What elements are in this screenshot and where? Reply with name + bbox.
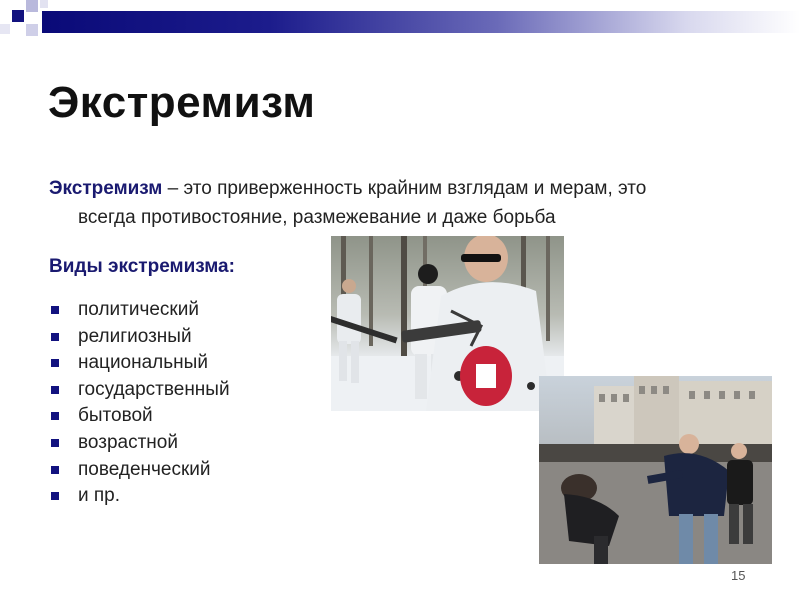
bullet-square-icon xyxy=(51,386,59,394)
list-item-label: и пр. xyxy=(78,485,121,507)
bullet-square-icon xyxy=(51,492,59,500)
types-heading: Виды экстремизма: xyxy=(49,256,235,277)
list-item xyxy=(49,350,230,377)
winter-scene-photo xyxy=(331,236,564,411)
list-item xyxy=(49,377,230,404)
definition-paragraph xyxy=(49,174,769,232)
list-item-label: поведенческий xyxy=(78,458,211,480)
definition-text-1: – это приверженность крайним взглядам и мерам, это xyxy=(162,178,647,199)
bullet-square-icon xyxy=(51,412,59,420)
list-item-label: государственный xyxy=(78,378,230,400)
list-item xyxy=(49,297,230,324)
list-item-label: возрастной xyxy=(78,431,178,453)
list-item xyxy=(49,483,230,510)
definition-term: Экстремизм xyxy=(49,178,163,199)
list-item xyxy=(49,430,230,457)
bullet-square-icon xyxy=(51,439,59,447)
slide-title: Экстремизм xyxy=(48,78,316,127)
decor-square xyxy=(12,10,24,22)
list-item xyxy=(49,324,230,351)
bullet-square-icon xyxy=(51,466,59,474)
list-item-label: политический xyxy=(78,299,199,320)
bullet-square-icon xyxy=(51,333,59,341)
list-item xyxy=(49,457,230,484)
bullet-square-icon xyxy=(51,359,59,367)
page-number: 15 xyxy=(731,568,746,583)
decor-square xyxy=(0,24,10,34)
decor-square xyxy=(40,0,48,8)
list-item-label: бытовой xyxy=(78,405,153,427)
list-item-label: религиозный xyxy=(78,325,192,347)
street-fight-photo xyxy=(539,376,772,564)
decor-square xyxy=(26,24,38,36)
list-item xyxy=(49,403,230,430)
definition-text-2: всегда противостояние, размежевание и даже борьба xyxy=(78,207,556,228)
types-list xyxy=(49,297,230,510)
decor-square xyxy=(26,0,38,12)
header-decor-bar xyxy=(42,11,800,33)
bullet-square-icon xyxy=(51,306,59,314)
list-item-label: национальный xyxy=(78,352,208,374)
